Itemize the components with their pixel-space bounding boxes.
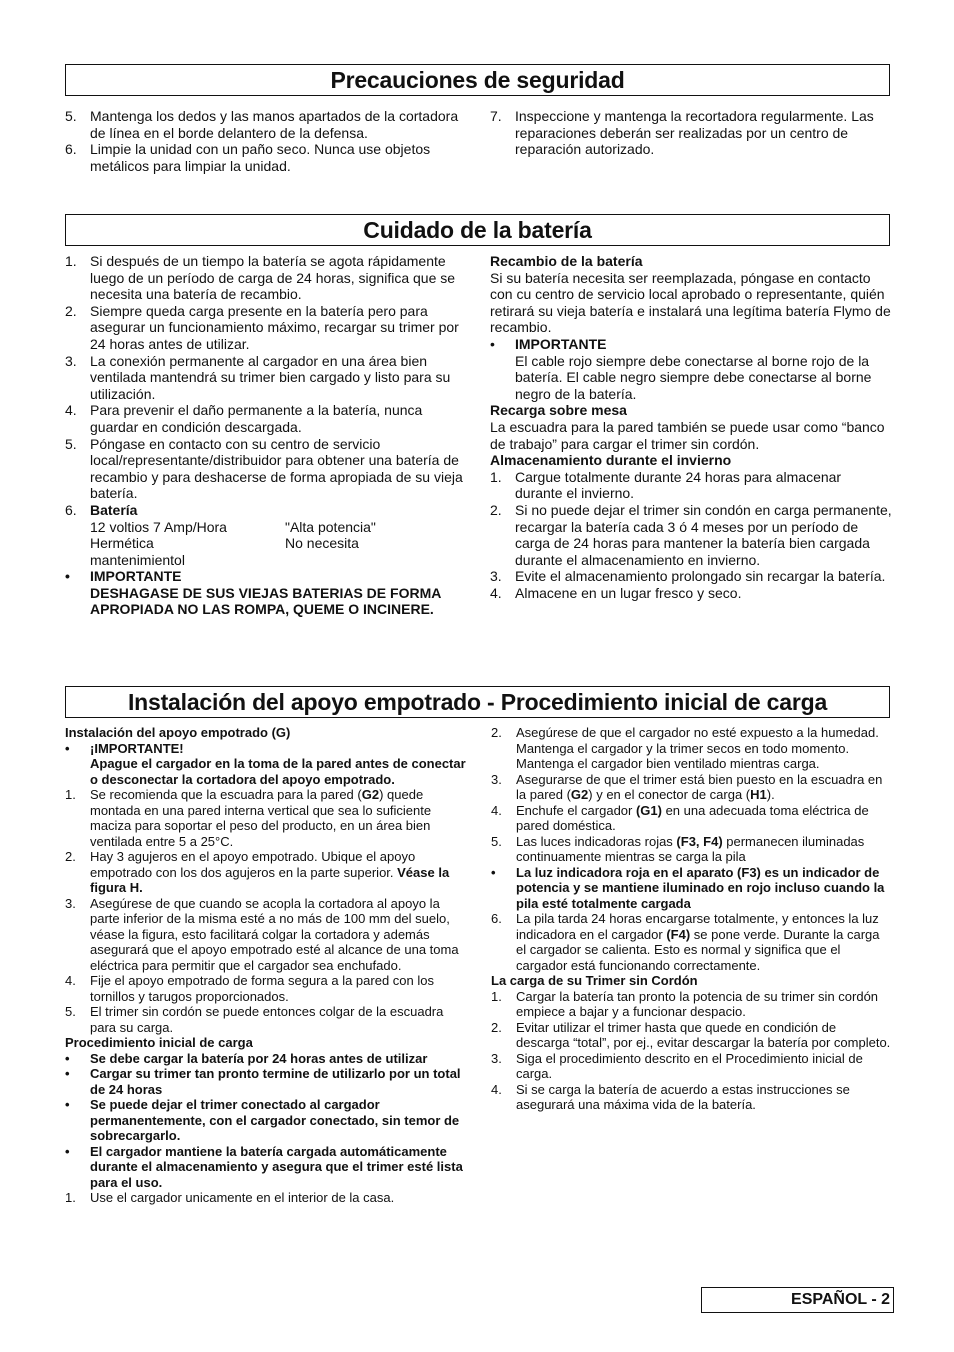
- battery-right-column: [490, 253, 892, 601]
- important-note: • IMPORTANTE El cable rojo siempre debe conectarse al borne rojo de la batería. El cable negro siempre debe conectarse al borne negro de la batería.: [490, 335, 872, 402]
- list-item: 3. Asegurarse de que el trimer está bien puesto en la escuadra en la pared (G2) y en el conector de carga (H1).: [491, 771, 883, 802]
- list-item: 1. Use el cargador unicamente en el interior de la casa.: [65, 1190, 395, 1205]
- bullet-item: • La luz indicadora roja en el aparato (F3) es un indicador de potencia y se mantiene iluminado en rojo incluso cuando la pila esté totalmente cargada: [491, 864, 885, 911]
- list-item: 1. Si después de un tiempo la batería se agota rápidamente luego de un período de carga de 24 horas, significa que se necesita una batería de recambio.: [65, 253, 456, 303]
- subheading: Almacenamiento durante el invierno: [490, 452, 732, 469]
- section-title-safety: Precauciones de seguridad: [65, 64, 890, 96]
- list-item: 3. Siga el procedimiento descrito en el Procedimiento inicial de carga.: [491, 1050, 863, 1081]
- list-item: 2. Asegúrese de que el cargador no esté expuesto a la humedad. Mantenga el cargador y la trimer secos en todo momento. Mantenga el cargador bien ventilado mientras carga.: [491, 725, 879, 771]
- battery-left-column: [65, 253, 467, 618]
- list-item: 2. Hay 3 agujeros en el apoyo empotrado. Ubique el apoyo empotrado con los dos agujeros en la parte superior. Véase la figura H.: [65, 849, 450, 895]
- installation-left-column: [65, 725, 467, 1206]
- important-note: • ¡IMPORTANTE! Apague el cargador en la toma de la pared antes de conectar o desconectar la cortadora del apoyo empotrado.: [65, 740, 466, 787]
- list-item: 1. Cargue totalmente durante 24 horas para almacenar durante el invierno.: [490, 468, 842, 502]
- bullet-item: • Se debe cargar la batería por 24 horas antes de utilizar: [65, 1050, 428, 1066]
- bullet-item: • Se puede dejar el trimer conectado al cargador permanentemente, con el cargador conectado, sin temor de sobrecargarlo.: [65, 1097, 460, 1143]
- list-item: 3. Asegúrese de que cuando se acopla la cortadora al apoyo la parte inferior de la misma esté a no más de 100 mm del suelo, véase la figura, esto facilitará colgar la cortadora y además asegurará que el apoyo empotrado esté al alcance de una toma eléctrica para permitir que el cargador sea enchufado.: [65, 895, 459, 973]
- battery-spec-item: 6. Batería 12 voltios 7 Amp/Hora "Alta potencia" Hermética No necesita mantenimientol: [65, 501, 376, 568]
- list-item: 7. Inspeccione y mantenga la recortadora regularmente. Las reparaciones deberán ser realizadas por un centro de reparación autorizado.: [490, 108, 874, 158]
- list-item: 4. Fije el apoyo empotrado de forma segura a la pared con los tornillos y tarugos proporcionados.: [65, 973, 434, 1004]
- subheading: Recarga sobre mesa: [490, 402, 627, 419]
- list-item: 5. Póngase en contacto con su centro de servicio local/representante/distribuidor para obtener una batería de recambio y para deshacerse de forma apropiada de su vieja batería.: [65, 435, 463, 502]
- list-item: 6. Limpie la unidad con un paño seco. Nunca use objetos metálicos para limpiar la unidad.: [65, 141, 431, 174]
- list-item: 2. Evitar utilizar el trimer hasta que quede en condición de descarga “total”, por ej., evitar descargar la batería por completo.: [491, 1019, 891, 1050]
- list-item: 5. Las luces indicadoras rojas (F3, F4) permanecen iluminadas continuamente mientras se carga la pila: [491, 833, 865, 864]
- subheading: Recambio de la batería: [490, 253, 643, 269]
- list-item: 3. La conexión permanente al cargador en una área bien ventilada mantendrá su trimer bien cargado y listo para su utilización.: [65, 352, 451, 402]
- list-item: 4. Enchufe el cargador (G1) en una adecuada toma eléctrica de pared doméstica.: [491, 802, 869, 833]
- list-item: 1. Cargar la batería tan pronto la potencia de su trimer sin cordón empiece a bajar y a funcionar despacio.: [491, 988, 879, 1019]
- bullet-item: • El cargador mantiene la batería cargada automáticamente durante el almacenamiento y asegura que el trimer esté lista para el uso.: [65, 1143, 463, 1190]
- list-item: 1. Se recomienda que la escuadra para la pared (G2) quede montada en una pared interna vertical que sea lo suficiente maciza para soportar el peso del producto, en un área bien ventilada entre 5 a 25°C.: [65, 787, 432, 849]
- list-item: 5. El trimer sin cordón se puede entonces colgar de la escuadra para su carga.: [65, 1004, 444, 1035]
- list-item: 2. Si no puede dejar el trimer sin condón en carga permanente, recargar la batería cada 3 ó 4 meses por un período de carga de 24 horas para mantener la batería bien cargada durante el almacenamiento en invierno.: [490, 501, 892, 568]
- subheading: La carga de su Trimer sin Cordón: [491, 973, 698, 988]
- paragraph: Si su batería necesita ser reemplazada, póngase en contacto con cu centro de servicio local aprobado o representante, quién retirará su vieja batería e instalará una legítima batería Flymo de recambio.: [490, 269, 891, 336]
- list-item: 4. Si se carga la batería de acuerdo a estas instrucciones se asegurará una máxima vida de la batería.: [491, 1081, 850, 1112]
- subheading: Procedimiento inicial de carga: [65, 1035, 253, 1050]
- list-item: 6. La pila tarda 24 horas encargarse totalmente, y entonces la luz indicadora en el cargador (F4) se pone verde. Durante la carga el cargador se calienta. Esto es normal y significa que el cargador está funcionando correctamente.: [491, 911, 880, 973]
- page-footer-label: ESPAÑOL - 2: [701, 1287, 894, 1313]
- important-note: • IMPORTANTE DESHAGASE DE SUS VIEJAS BATERIAS DE FORMA APROPIADA NO LAS ROMPA, QUEME O INCINERE.: [65, 568, 441, 618]
- section-title-installation: Instalación del apoyo empotrado - Procedimiento inicial de carga: [65, 686, 890, 718]
- installation-right-column: [491, 725, 891, 1113]
- safety-right-column: [490, 108, 890, 158]
- list-item: 4. Almacene en un lugar fresco y seco.: [490, 584, 742, 601]
- paragraph: La escuadra para la pared también se puede usar como “banco de trabajo” para cargar el trimer sin cordón.: [490, 418, 885, 452]
- list-item: 5. Mantenga los dedos y las manos apartados de la cortadora de línea en el borde delantero de la defensa.: [65, 108, 459, 141]
- list-item: 3. Evite el almacenamiento prolongado sin recargar la batería.: [490, 568, 886, 585]
- subheading: Instalación del apoyo empotrado (G): [65, 725, 291, 740]
- safety-left-column: [65, 108, 467, 174]
- list-item: 2. Siempre queda carga presente en la batería pero para asegurar un funcionamiento máximo, recargar su trimer por 24 horas antes de utilizar.: [65, 302, 459, 352]
- list-item: 4. Para prevenir el daño permanente a la batería, nunca guardar en condición descargada.: [65, 402, 423, 435]
- bullet-item: • Cargar su trimer tan pronto termine de utilizarlo por un total de 24 horas: [65, 1066, 461, 1097]
- section-title-battery-care: Cuidado de la batería: [65, 214, 890, 246]
